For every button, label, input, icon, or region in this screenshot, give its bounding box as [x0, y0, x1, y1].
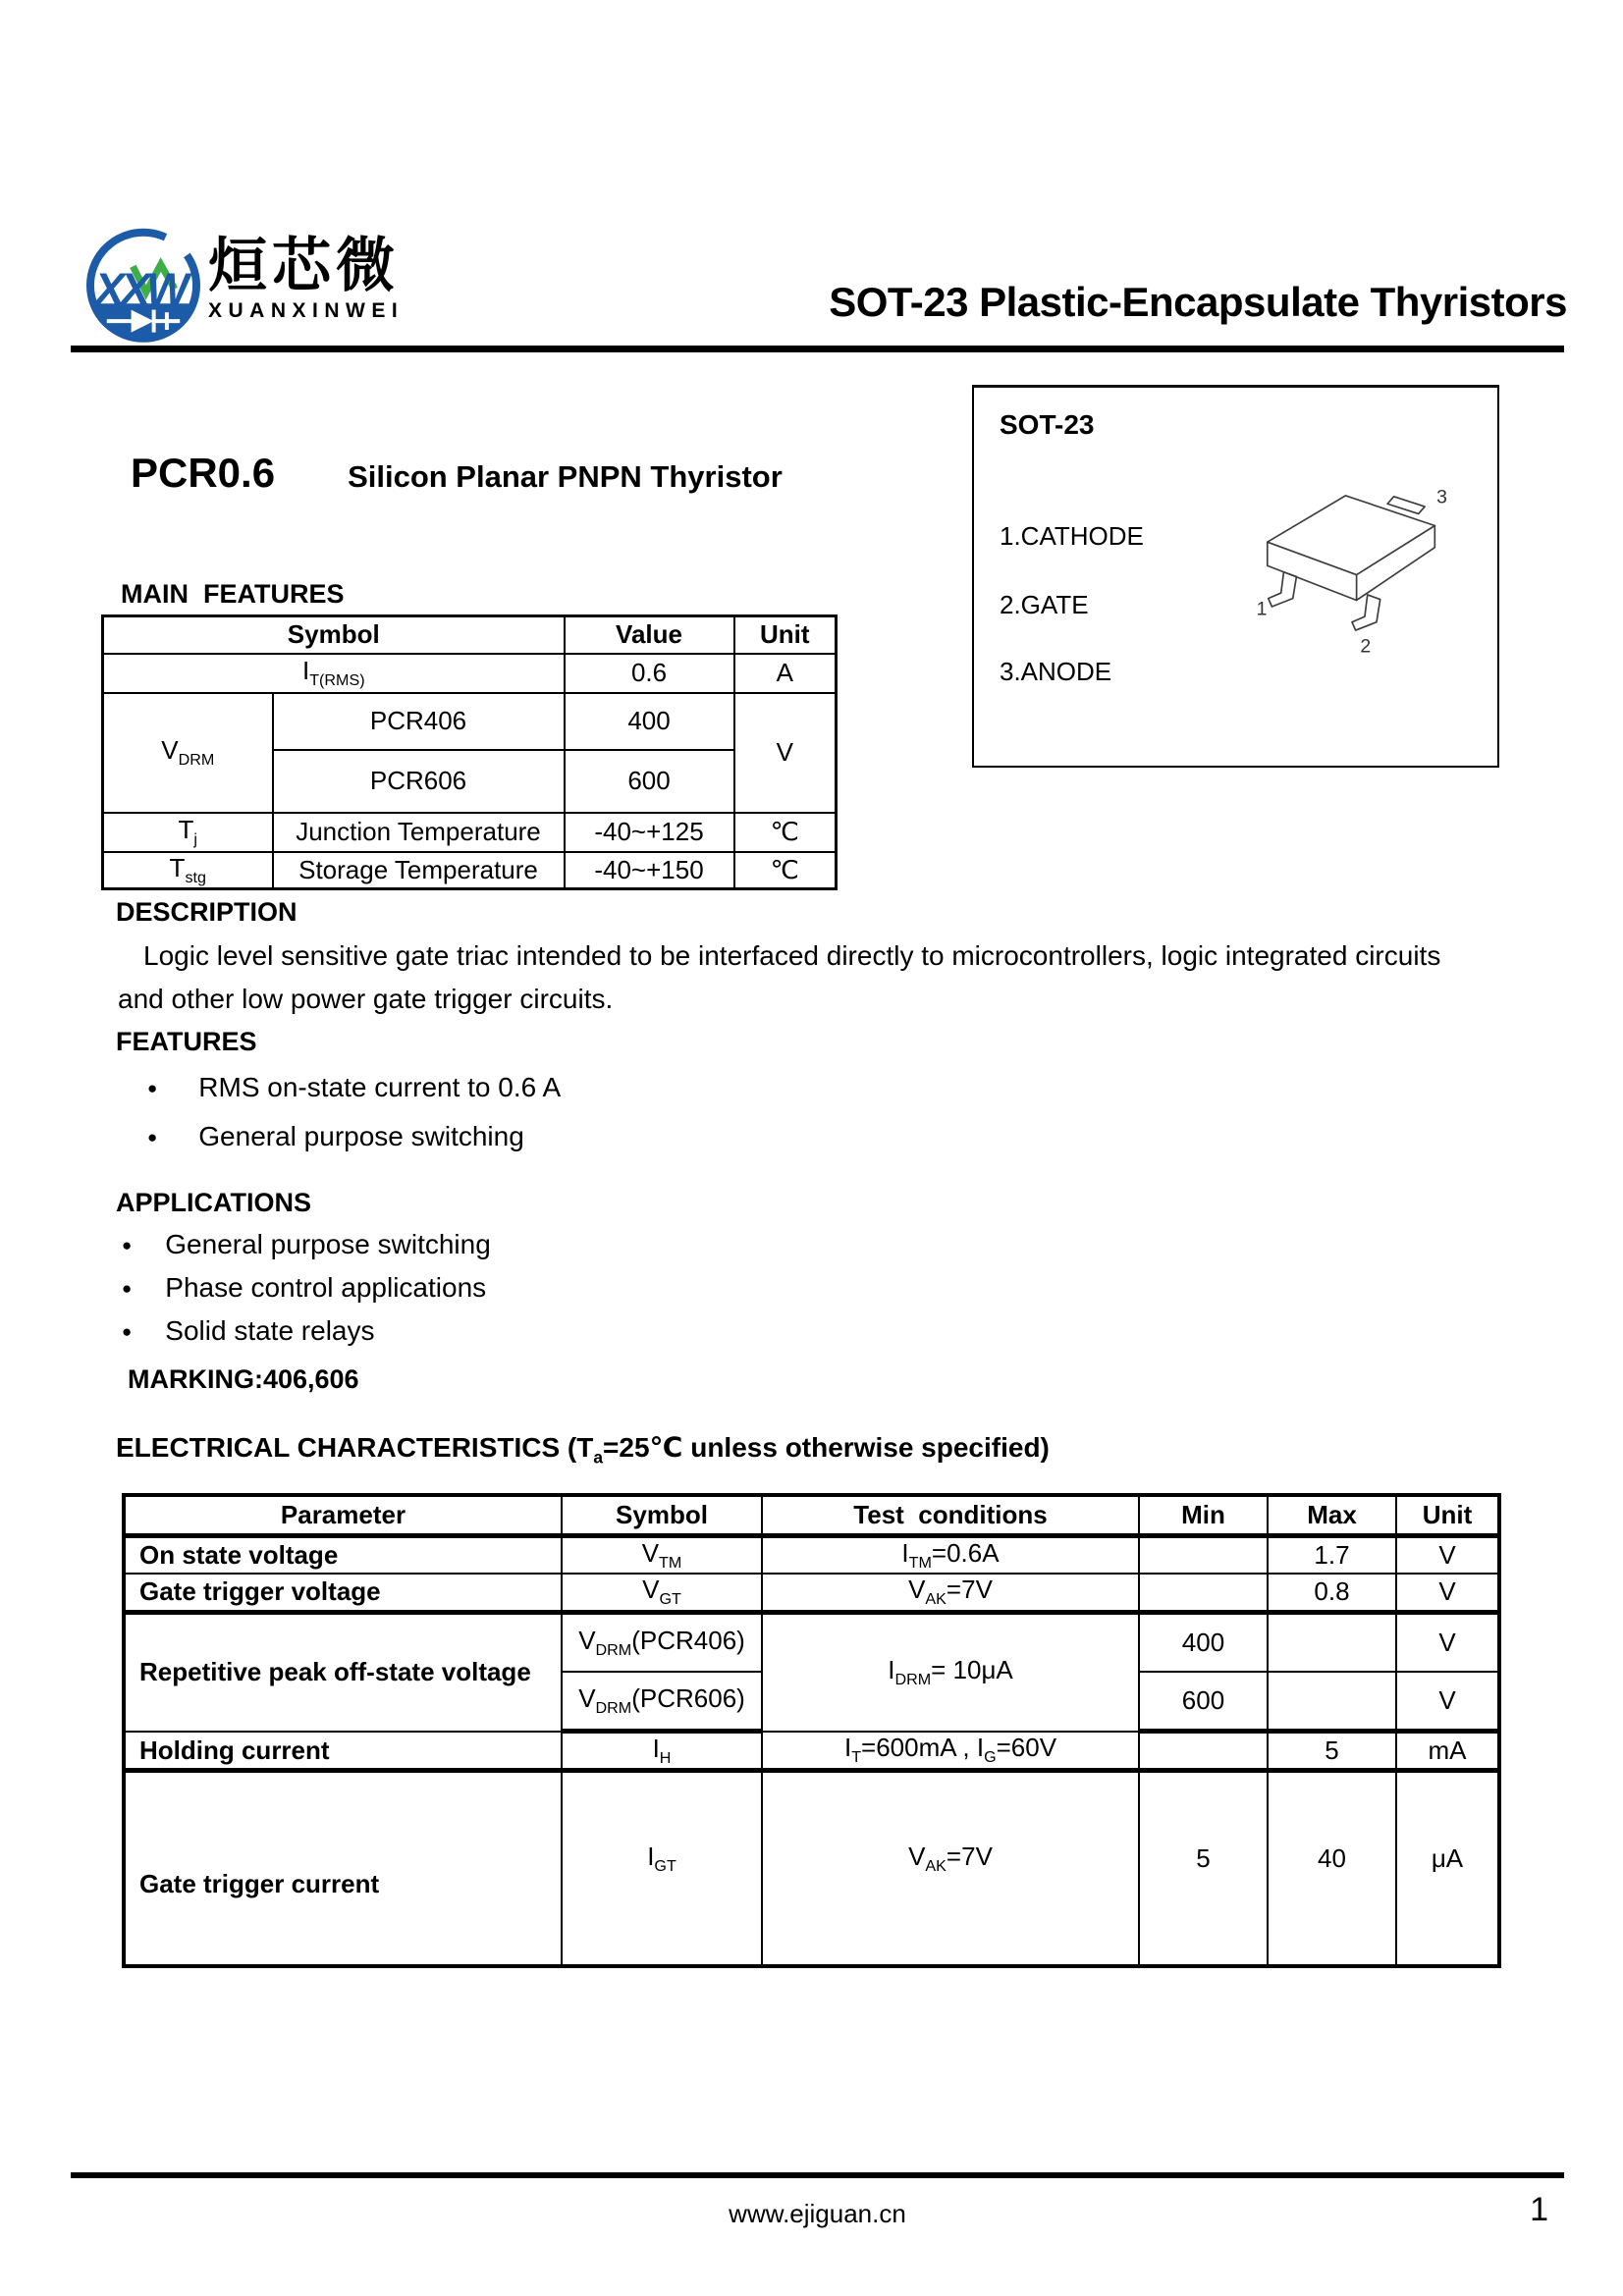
cell-unit: V	[1396, 1613, 1499, 1672]
table-row	[124, 1613, 1499, 1672]
cell-test: $I_{TM}=0.6A$	[762, 1535, 1139, 1574]
table-row	[124, 1574, 1499, 1613]
cell-unit: V	[1396, 1672, 1499, 1732]
cell-max: 5	[1268, 1732, 1396, 1771]
table-row	[103, 693, 837, 750]
cell-unit: A	[734, 654, 837, 693]
description-line: Logic level sensitive gate triac intended to be interfaced directly to microcontrollers, logic integrated circuits	[143, 940, 1441, 971]
col-header-value: Value	[565, 616, 734, 654]
product-heading	[131, 450, 783, 497]
part-number: PCR0.6	[131, 450, 276, 496]
cell-value: 0.6	[565, 654, 734, 693]
package-name: SOT-23	[1000, 409, 1095, 440]
package-outline-box	[972, 385, 1499, 768]
main-features-table	[101, 614, 838, 890]
table-row	[124, 1771, 1499, 1966]
logo-text	[208, 233, 405, 323]
cell-test: $V_{AK}=7V$	[762, 1574, 1139, 1613]
cell-symbol: $V_{DRM}(PCR406)$	[562, 1613, 762, 1672]
col-header-min: Min	[1139, 1495, 1268, 1535]
table-header-row	[124, 1495, 1499, 1535]
cell-symbol: $I_{GT}$	[562, 1771, 762, 1966]
document-title: SOT-23 Plastic-Encapsulate Thyristors	[829, 279, 1567, 325]
description-paragraph	[118, 934, 1520, 1021]
cell-name: Storage Temperature	[273, 852, 565, 889]
cell-type: PCR606	[273, 750, 565, 813]
cell-parameter: Repetitive peak off-state voltage	[124, 1613, 562, 1732]
col-header-test-conditions: Test conditions	[762, 1495, 1139, 1535]
table-row	[124, 1732, 1499, 1771]
features-heading: FEATURES	[116, 1027, 257, 1056]
cell-symbol: $V_{GT}$	[562, 1574, 762, 1613]
cell-symbol: $V_{DRM}(PCR606)$	[562, 1672, 762, 1732]
drawing-pin-number-2: 2	[1360, 635, 1372, 658]
col-header-parameter: Parameter	[124, 1495, 562, 1535]
table-row	[103, 654, 837, 693]
cell-min	[1139, 1535, 1268, 1574]
applications-heading: APPLICATIONS	[116, 1188, 312, 1217]
description-line: and other low power gate trigger circuits.	[118, 984, 614, 1014]
sot23-package-drawing	[1251, 482, 1465, 668]
electrical-characteristics-table	[122, 1493, 1501, 1968]
cell-unit: ℃	[734, 813, 837, 852]
cell-type: PCR406	[273, 693, 565, 750]
cell-value: 400	[565, 693, 734, 750]
cell-max	[1268, 1613, 1396, 1672]
cell-unit: V	[1396, 1574, 1499, 1613]
list-item: ● Solid state relays	[122, 1315, 491, 1347]
col-header-unit: Unit	[1396, 1495, 1499, 1535]
main-features-heading: MAIN FEATURES	[121, 579, 345, 609]
cell-unit: ℃	[734, 852, 837, 889]
cell-symbol: $T_j$	[103, 813, 273, 852]
cell-name: Junction Temperature	[273, 813, 565, 852]
table-header-row	[103, 616, 837, 654]
cell-unit: μA	[1396, 1771, 1499, 1966]
cell-min: 5	[1139, 1771, 1268, 1966]
cell-unit: mA	[1396, 1732, 1499, 1771]
product-subtitle: Silicon Planar PNPN Thyristor	[348, 459, 783, 494]
list-item: ● General purpose switching	[122, 1229, 491, 1260]
pin-label-cathode: 1.CATHODE	[1000, 521, 1144, 551]
cell-symbol: $V_{TM}$	[562, 1535, 762, 1574]
cell-parameter: On state voltage	[124, 1535, 562, 1574]
cell-value: 600	[565, 750, 734, 813]
logo-english-name: XUANXINWEI	[208, 299, 405, 322]
applications-list	[122, 1229, 491, 1359]
cell-symbol: $T_{stg}$	[103, 852, 273, 889]
cell-test: $I_T=600mA$ , $I_G=60V$	[762, 1732, 1139, 1771]
cell-symbol: $V_{DRM}$	[103, 693, 273, 813]
page-number: 1	[1530, 2191, 1548, 2228]
cell-max: 1.7	[1268, 1535, 1396, 1574]
col-header-unit: Unit	[734, 616, 837, 654]
cell-min: 600	[1139, 1672, 1268, 1732]
list-item: ● RMS on-state current to 0.6 A	[147, 1072, 561, 1103]
cell-max: 0.8	[1268, 1574, 1396, 1613]
cell-parameter: Gate trigger voltage	[124, 1574, 562, 1613]
table-row	[124, 1535, 1499, 1574]
cell-parameter: Holding current	[124, 1732, 562, 1771]
cell-min	[1139, 1574, 1268, 1613]
electrical-characteristics-heading: ELECTRICAL CHARACTERISTICS ($T_a=25℃$ unless otherwise specified)	[116, 1432, 1050, 1468]
cell-unit: V	[734, 693, 837, 813]
logo-chinese-name: 烜芯微	[208, 233, 400, 298]
cell-value: -40~+125	[565, 813, 734, 852]
footer-divider	[71, 2172, 1564, 2178]
cell-min: 400	[1139, 1613, 1268, 1672]
marking-heading: MARKING:406,606	[128, 1364, 359, 1394]
drawing-pin-number-1: 1	[1256, 598, 1268, 620]
logo-letters: XXW	[94, 263, 186, 315]
list-item: ● Phase control applications	[122, 1272, 491, 1304]
pin-label-gate: 2.GATE	[1000, 590, 1089, 619]
col-header-symbol: Symbol	[103, 616, 565, 654]
list-item: ● General purpose switching	[147, 1121, 561, 1152]
features-list	[147, 1072, 561, 1170]
description-heading: DESCRIPTION	[116, 897, 298, 927]
cell-max	[1268, 1672, 1396, 1732]
cell-min	[1139, 1732, 1268, 1771]
table-row	[103, 813, 837, 852]
cell-test: $I_{DRM}= 10\mu A$	[762, 1613, 1139, 1732]
cell-max: 40	[1268, 1771, 1396, 1966]
col-header-symbol: Symbol	[562, 1495, 762, 1535]
table-row	[103, 852, 837, 889]
col-header-max: Max	[1268, 1495, 1396, 1535]
cell-symbol: $I_H$	[562, 1732, 762, 1771]
cell-value: -40~+150	[565, 852, 734, 889]
cell-test: $V_{AK}=7V$	[762, 1771, 1139, 1966]
drawing-pin-number-3: 3	[1436, 486, 1447, 508]
cell-parameter: Gate trigger current	[124, 1771, 562, 1966]
xxw-logo-icon	[82, 220, 204, 347]
pin-label-anode: 3.ANODE	[1000, 657, 1112, 686]
cell-unit: V	[1396, 1535, 1499, 1574]
footer-website: www.ejiguan.cn	[729, 2199, 906, 2228]
header-divider	[71, 346, 1564, 352]
cell-symbol: $I_{T(RMS)}$	[103, 654, 565, 693]
